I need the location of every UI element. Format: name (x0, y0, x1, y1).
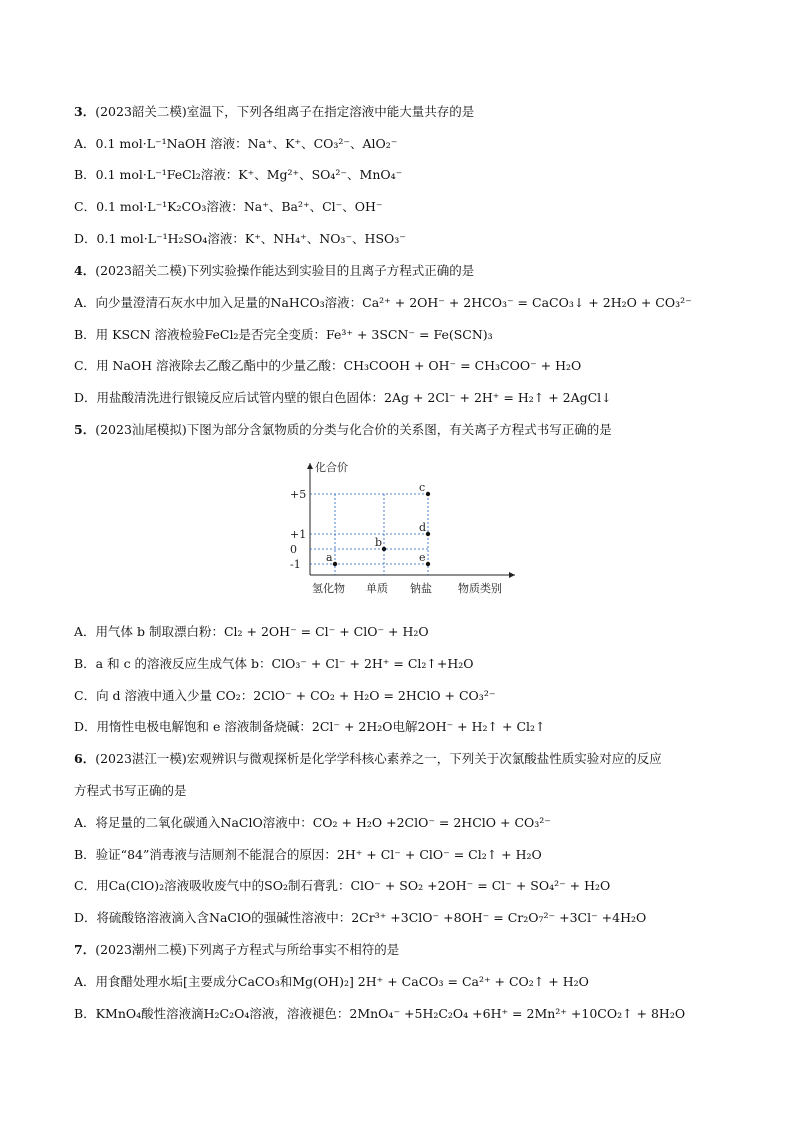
point-c (426, 492, 430, 496)
q3-option-d: D．0.1 mol·L⁻¹H₂SO₄溶液：K⁺、NH₄⁺、NO₃⁻、HSO₃⁻ (74, 231, 406, 246)
y-axis-label: 化合价 (315, 461, 348, 474)
q5-option-c: C．向 d 溶液中通入少量 CO₂：2ClO⁻ + CO₂ + H₂O = 2HClO + CO₃²⁻ (74, 688, 496, 703)
y-tick-label: +5 (290, 488, 307, 501)
point-d (426, 532, 430, 536)
q5-option-d: D．用惰性电极电解饱和 e 溶液制备烧碱：2Cl⁻ + 2H₂O电解2OH⁻ + H₂↑ + Cl₂↑ (74, 719, 546, 734)
chlorine-valence-chart (280, 455, 520, 605)
x-tick-label: 氢化物 (312, 582, 345, 595)
q4-option-c: C．用 NaOH 溶液除去乙酸乙酯中的少量乙酸：CH₃COOH + OH⁻ = CH₃COO⁻ + H₂O (74, 358, 582, 373)
point-label-d: d (419, 521, 427, 534)
q7-option-b: B．KMnO₄酸性溶液滴H₂C₂O₄溶液，溶液褪色：2MnO₄⁻ +5H₂C₂O₄ +6H⁺ = 2Mn²⁺ +10CO₂↑ + 8H₂O (74, 1006, 686, 1021)
q4-option-a: A．向少量澄清石灰水中加入足量的NaHCO₃溶液：Ca²⁺ + 2OH⁻ + 2HCO₃⁻ = CaCO₃↓ + 2H₂O + CO₃²⁻ (74, 295, 692, 310)
q6-title-cont: 方程式书写正确的是 (74, 783, 187, 798)
point-b (382, 547, 386, 551)
point-a (333, 562, 337, 566)
q7-option-a: A．用食醋处理水垢[主要成分CaCO₃和Mg(OH)₂] 2H⁺ + CaCO₃ = Ca²⁺ + CO₂↑ + H₂O (74, 974, 589, 989)
point-label-b: b (375, 536, 383, 549)
q6-option-a: A．将足量的二氧化碳通入NaClO溶液中：CO₂ + H₂O +2ClO⁻ = 2HClO + CO₃²⁻ (74, 815, 551, 830)
q5-title: 5．(2023汕尾模拟)下图为部分含氯物质的分类与化合价的关系图，有关离子方程式书写正确的是 (74, 422, 612, 437)
q6-option-d: D．将硫酸铬溶液滴入含NaClO的强碱性溶液中：2Cr³⁺ +3ClO⁻ +8OH⁻ = Cr₂O₇²⁻ +3Cl⁻ +4H₂O (74, 910, 647, 925)
q5-option-a: A．用气体 b 制取漂白粉：Cl₂ + 2OH⁻ = Cl⁻ + ClO⁻ + H₂O (74, 624, 429, 639)
q7-title: 7．(2023潮州二模)下列离子方程式与所给事实不相符的是 (74, 942, 400, 957)
point-e (426, 562, 430, 566)
y-axis-arrow (307, 463, 313, 469)
x-axis-arrow (509, 572, 515, 578)
q3-option-a: A．0.1 mol·L⁻¹NaOH 溶液：Na⁺、K⁺、CO₃²⁻、AlO₂⁻ (74, 136, 398, 151)
q5-option-b: B．a 和 c 的溶液反应生成气体 b：ClO₃⁻ + Cl⁻ + 2H⁺ = Cl₂↑+H₂O (74, 656, 474, 671)
q6-option-b: B．验证“84”消毒液与洁厕剂不能混合的原因：2H⁺ + Cl⁻ + ClO⁻ = Cl₂↑ + H₂O (74, 847, 542, 862)
x-tick-label: 单质 (366, 582, 388, 595)
point-label-c: c (419, 481, 426, 494)
x-tick-label: 钠盐 (410, 582, 432, 595)
point-label-e: e (419, 551, 426, 564)
q4-option-b: B．用 KSCN 溶液检验FeCl₂是否完全变质：Fe³⁺ + 3SCN⁻ = Fe(SCN)₃ (74, 327, 493, 342)
q3-option-c: C．0.1 mol·L⁻¹K₂CO₃溶液：Na⁺、Ba²⁺、Cl⁻、OH⁻ (74, 199, 383, 214)
q4-option-d: D．用盐酸清洗进行银镜反应后试管内壁的银白色固体：2Ag + 2Cl⁻ + 2H⁺ = H₂↑ + 2AgCl↓ (74, 390, 612, 405)
q6-option-c: C．用Ca(ClO)₂溶液吸收废气中的SO₂制石膏乳：ClO⁻ + SO₂ +2OH⁻ = Cl⁻ + SO₄²⁻ + H₂O (74, 878, 611, 893)
y-tick-label: +1 (290, 528, 307, 541)
q3-option-b: B．0.1 mol·L⁻¹FeCl₂溶液：K⁺、Mg²⁺、SO₄²⁻、MnO₄⁻ (74, 167, 403, 182)
point-label-a: a (326, 551, 333, 564)
q3-title: 3．(2023韶关二模)室温下，下列各组离子在指定溶液中能大量共存的是 (74, 104, 475, 119)
q6-title: 6．(2023湛江一模)宏观辨识与微观探析是化学学科核心素养之一，下列关于次氯酸盐性质实验对应的反应 (74, 751, 662, 766)
y-tick-label: -1 (290, 558, 301, 571)
x-axis-label: 物质类别 (458, 582, 502, 595)
y-tick-label: 0 (290, 543, 297, 556)
q4-title: 4．(2023韶关二模)下列实验操作能达到实验目的且离子方程式正确的是 (74, 263, 475, 278)
